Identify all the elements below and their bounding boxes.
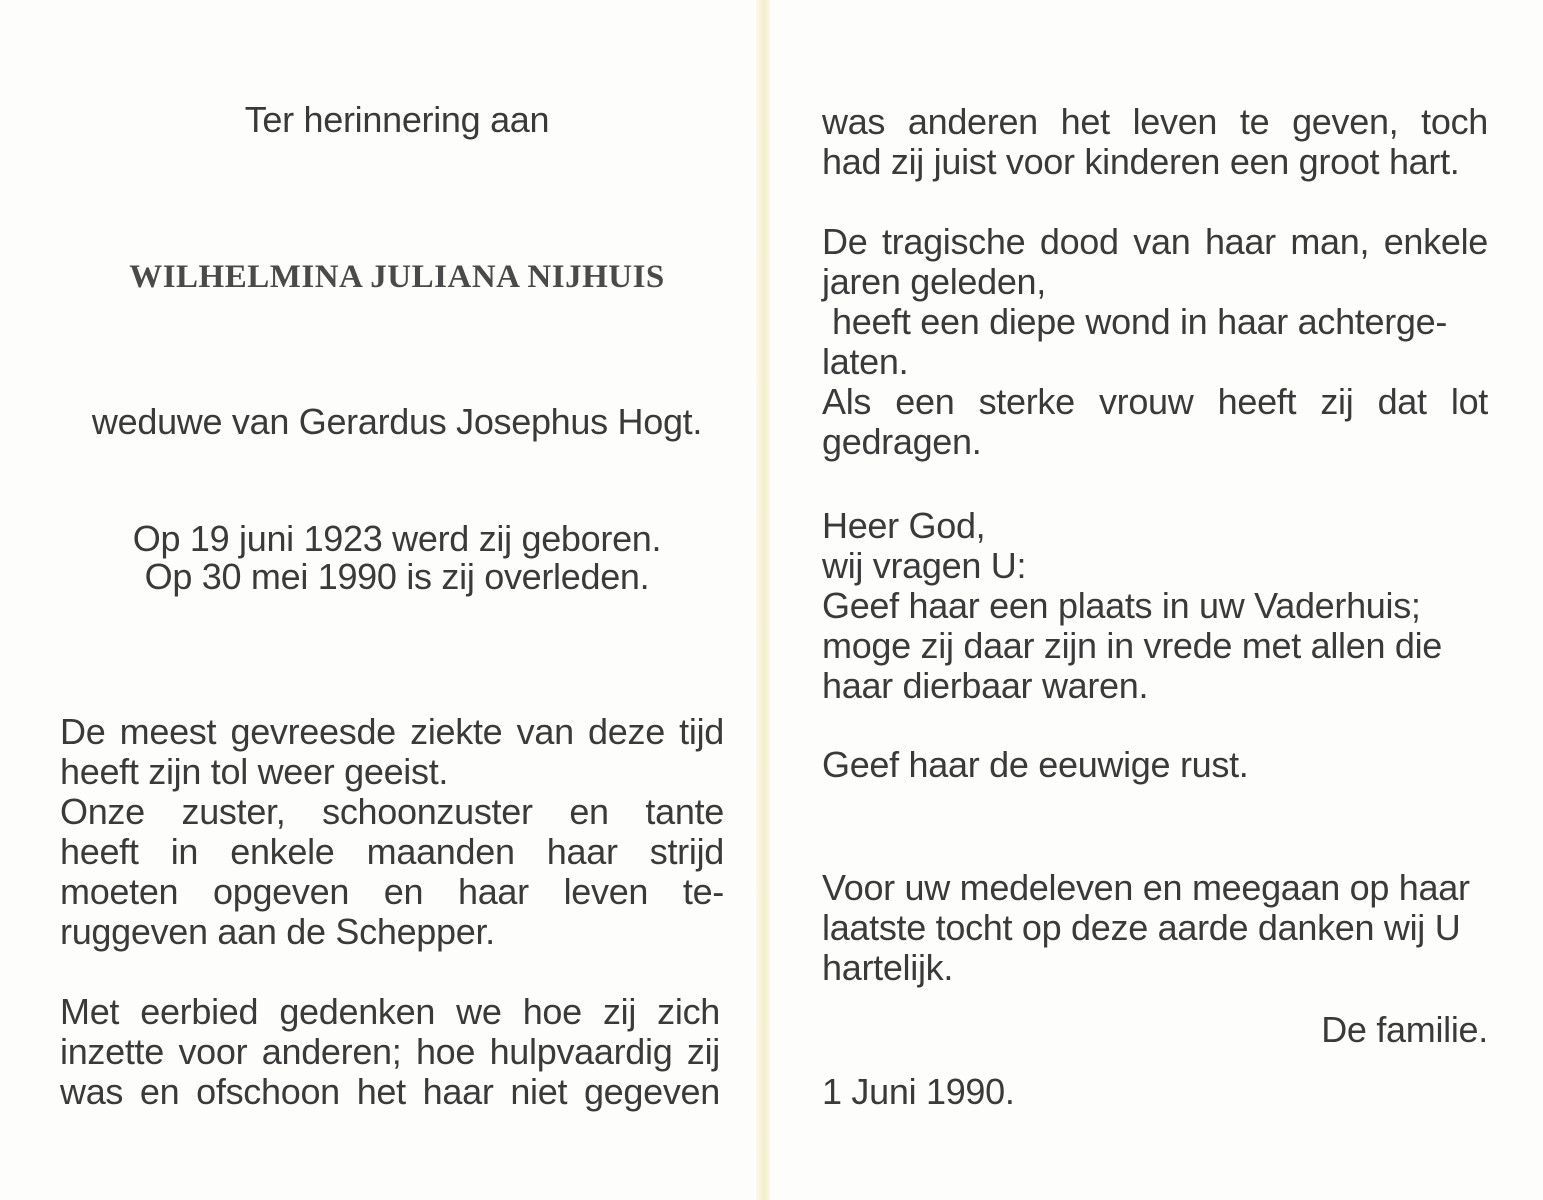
thanks-line: Voor uw medeleven en meegaan op haar <box>822 867 1470 908</box>
dates-block <box>60 520 734 596</box>
paragraph-line: Met eerbied gedenken we hoe zij zich <box>60 991 720 1032</box>
prayer-line: Heer God, <box>822 505 986 546</box>
paragraph-line: was en ofschoon het haar niet gegeven <box>60 1071 720 1112</box>
paragraph-line: De meest gevreesde ziekte van deze tijd <box>60 711 724 752</box>
death-line: Op 30 mei 1990 is zij overleden. <box>144 556 650 597</box>
paragraph-line: had zij juist voor kinderen een groot hart. <box>822 141 1460 182</box>
card-fold <box>756 0 770 1200</box>
paragraph-line: De tragische dood van haar man, enkele <box>822 221 1488 262</box>
card-date: 1 Juni 1990. <box>822 1071 1015 1112</box>
deceased-name: WILHELMINA JULIANA NIJHUIS <box>129 259 665 295</box>
paragraph-line: laten. <box>822 341 909 382</box>
husband-paragraph <box>822 222 1488 462</box>
thanks-line: laatste tocht op deze aarde danken wij U <box>822 907 1461 948</box>
illness-paragraph <box>60 712 724 952</box>
paragraph-line: inzette voor anderen; hoe hulpvaardig zij <box>60 1031 720 1072</box>
prayer-line: haar dierbaar waren. <box>822 665 1149 706</box>
prayer-line: moge zij daar zijn in vrede met allen die <box>822 625 1443 666</box>
paragraph-line: heeft in enkele maanden haar strijd <box>60 831 724 872</box>
paragraph-line: jaren geleden, <box>822 261 1046 302</box>
thanks-line: hartelijk. <box>822 947 954 988</box>
paragraph-line: Als een sterke vrouw heeft zij dat lot <box>822 381 1488 422</box>
remembrance-paragraph <box>60 992 720 1112</box>
paragraph-line: moeten opgeven en haar leven te- <box>60 871 724 912</box>
paragraph-line: was anderen het leven te geven, toch <box>822 101 1488 142</box>
rest-line: Geef haar de eeuwige rust. <box>822 744 1249 785</box>
paragraph-line: gedragen. <box>822 421 982 462</box>
paragraph-line: ruggeven aan de Schepper. <box>60 911 495 952</box>
paragraph-line: Onze zuster, schoonzuster en tante <box>60 791 724 832</box>
paragraph-line: heeft een diepe wond in haar achterge- <box>832 301 1448 342</box>
intro-text: Ter herinnering aan <box>244 99 550 140</box>
prayer-paragraph <box>822 506 1488 706</box>
widow-line: weduwe van Gerardus Josephus Hogt. <box>91 401 703 442</box>
paragraph-line: heeft zijn tol weer geeist. <box>60 751 449 792</box>
prayer-line: Geef haar een plaats in uw Vaderhuis; <box>822 585 1421 626</box>
birth-line: Op 19 juni 1923 werd zij geboren. <box>132 518 662 559</box>
prayer-line: wij vragen U: <box>822 545 1027 586</box>
thanks-paragraph <box>822 868 1488 988</box>
continued-paragraph <box>822 102 1488 182</box>
family-signature: De familie. <box>1321 1009 1488 1050</box>
